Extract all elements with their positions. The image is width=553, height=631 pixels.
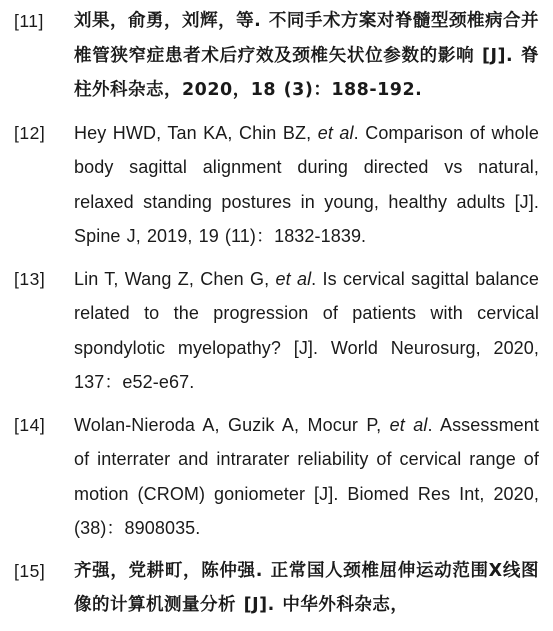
reference-number: [15] [14, 560, 46, 581]
reference-item-14 [0, 408, 553, 546]
reference-number: [13] [14, 268, 46, 289]
reference-item-13 [0, 262, 553, 400]
reference-authors: Lin T, Wang Z, Chen G, [74, 268, 276, 289]
reference-number: [11] [14, 11, 44, 31]
reference-title-source: . Comparison of whole body sagittal alignment during directed vs natural, relaxed standing postures in young, healthy adults [J]. Spine J, 2019, 19 (11)：1832-1839. [74, 122, 539, 246]
reference-item-15 [0, 554, 553, 623]
reference-text [74, 408, 539, 546]
et-al: et al [275, 268, 312, 289]
reference-text [74, 116, 539, 254]
reference-title-source: . Assessment of interrater and intrarater reliability of cervical range of motion (CROM) goniometer [J]. Biomed Res Int, 2020, (38)：8908035. [74, 414, 539, 538]
et-al: et al [317, 122, 354, 143]
reference-number: [14] [14, 414, 46, 435]
reference-text [74, 262, 539, 400]
reference-item-11 [0, 0, 553, 108]
reference-authors: Hey HWD, Tan KA, Chin BZ, [74, 122, 318, 143]
reference-text: 齐强，党耕町，陈仲强. 正常国人颈椎屈伸运动范围X线图像的计算机测量分析 [J]. 中华外科杂志， [74, 560, 539, 615]
reference-text: 刘果，俞勇，刘辉，等. 不同手术方案对脊髓型颈椎病合并椎管狭窄症患者术后疗效及颈椎矢状位参数的影响 [J]. 脊柱外科杂志，2020，18 (3)：188-192. [74, 11, 539, 100]
reference-authors: Wolan-Nieroda A, Guzik A, Mocur P, [74, 414, 390, 435]
reference-number: [12] [14, 122, 46, 143]
reference-item-12 [0, 116, 553, 254]
reference-title-source: . Is cervical sagittal balance related to the progression of patients with cervical spondylotic myelopathy? [J]. World Neurosurg, 2020, 137：e52-e67. [74, 268, 539, 392]
et-al: et al [389, 414, 428, 435]
